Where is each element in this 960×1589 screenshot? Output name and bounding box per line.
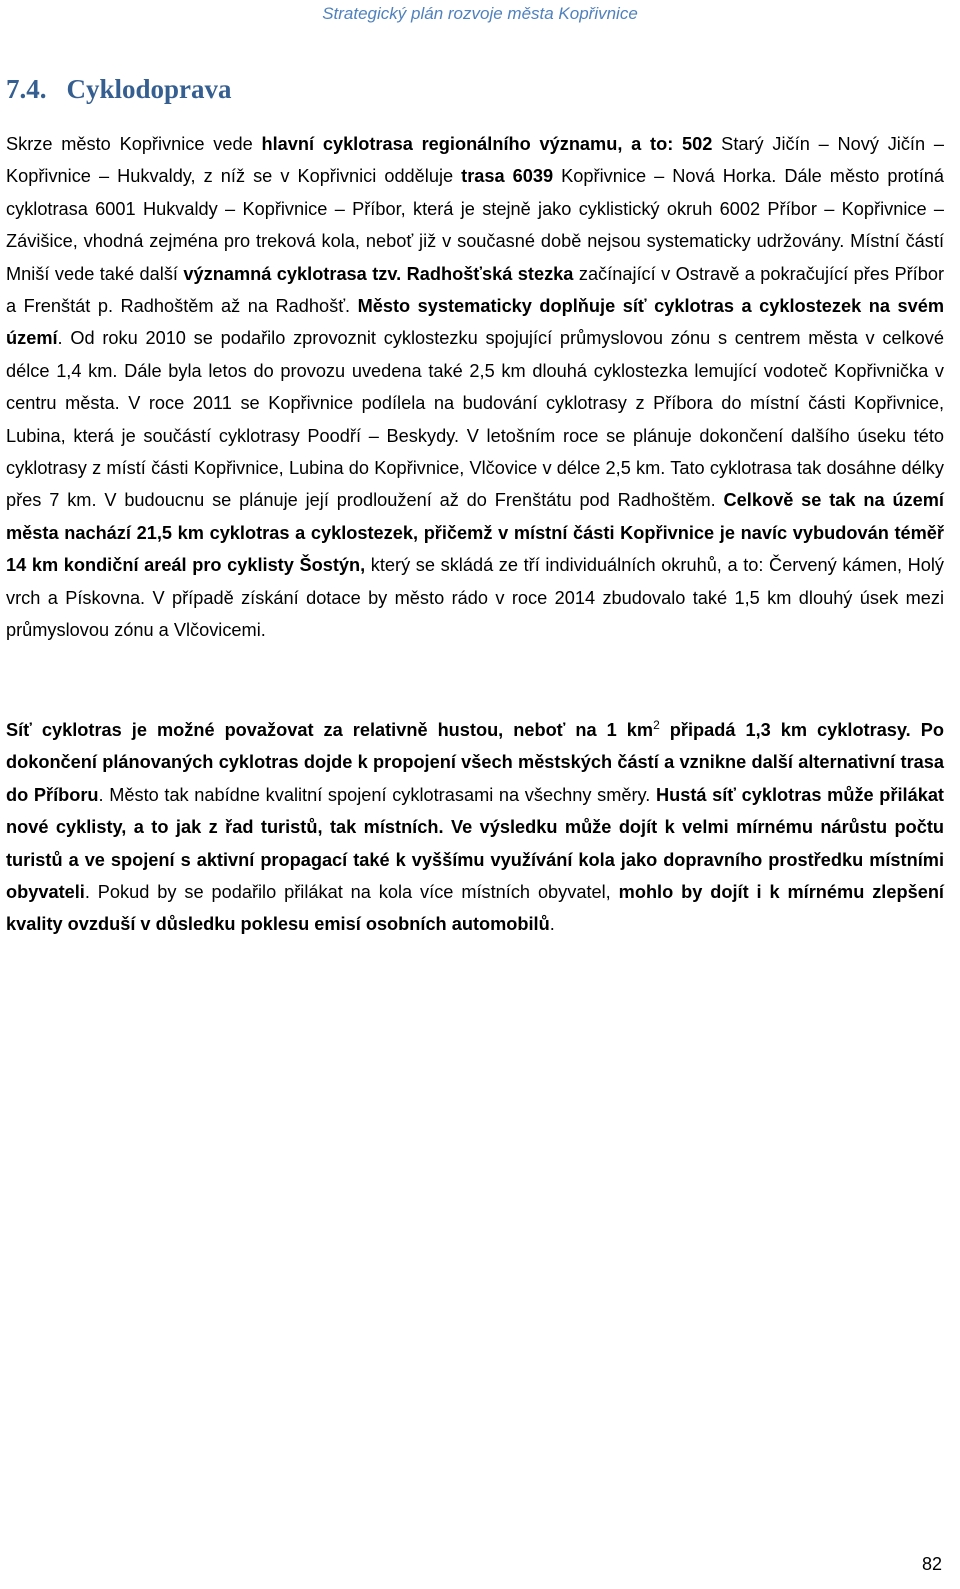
text-run: . Pokud by se podařilo přilákat na kola více místních obyvatel, [84, 882, 619, 903]
running-header: Strategický plán rozvoje města Kopřivnice [322, 4, 638, 23]
bold-run: Celkově se tak na území města nachází 21,5 km cyklotras a cyklostezek, přičemž v místní části Kopřivnice je navíc vybudován téměř 14 km kondiční areál pro cyklisty Šostýn, [6, 490, 944, 576]
paragraph-network-density [6, 714, 944, 941]
bold-run: mohlo by dojít i k mírnému zlepšení kvality ovzduší v důsledku poklesu emisí osobních automobilů [6, 882, 944, 935]
superscript: 2 [653, 717, 660, 732]
bold-run: Síť cyklotras je možné považovat za relativně hustou, neboť na 1 km [6, 720, 654, 740]
bold-run: Hustá síť cyklotras může přilákat nové cyklisty, a to jak z řad turistů, tak místních. Ve výsledku může dojít k velmi mírnému nárůstu počtu turistů a ve spojení s aktivní propagací také k vyššímu využívání kola jako dopravního prostředku místními obyvateli [6, 784, 944, 903]
bold-run: významná cyklotrasa tzv. Radhošťská stezka [183, 263, 574, 284]
section-heading [6, 74, 232, 105]
bold-run: připadá 1,3 km cyklotrasy. Po dokončení plánovaných cyklotras dojde k propojení všech městských částí a vznikne další alternativní trasa do Příboru [6, 720, 944, 805]
text-run: . [549, 914, 555, 935]
text-run: začínající v Ostravě a pokračující přes Příbor a Frenštát p. Radhoštěm až na Radhošť. [6, 263, 945, 317]
text-run: který se skládá ze tří individuálních okruhů, a to: Červený kámen, Holý vrch a Pískovna. V případě získání dotace by město rádo v roce 2014 zbudovalo také 1,5 km dlouhý úsek mezi průmyslovou zónu a Vlčovicemi. [6, 555, 944, 641]
bold-run: hlavní cyklotrasa regionálního významu, a to: 502 [261, 134, 713, 154]
bold-run: trasa 6039 [461, 166, 554, 187]
text-run: . Od roku 2010 se podařilo zprovoznit cyklostezku spojující průmyslovou zónu s centrem města v celkové délce 1,4 km. Dále byla letos do provozu uvedena také 2,5 km dlouhá cyklostezka lemující vodoteč Kopřivnička v centru města. V roce 2011 se Kopřivnice podílela na budování cyklotrasy z Příbora do místní části Kopřivnice, Lubina, která je součástí cyklotrasy Poodří – Beskydy. V letošním roce se plánuje dokončení dalšího úseku této cyklotrasy z místí části Kopřivnice, Lubina do Kopřivnice, Vlčovice v délce 2,5 km. Tato cyklotrasa tak dosáhne délky přes 7 km. V budoucnu se plánuje její prodloužení až do Frenštátu pod Radhoštěm. [6, 328, 944, 511]
text-run: . Město tak nabídne kvalitní spojení cyklotrasami na všechny směry. [98, 784, 656, 805]
bold-run: Město systematicky doplňuje síť cyklotras a cyklostezek na svém území [6, 296, 944, 349]
page-number: 82 [921, 1554, 942, 1574]
text-run: Skrze město Kopřivnice vede [6, 134, 262, 154]
paragraph-cycle-routes [6, 128, 944, 647]
text-run: Kopřivnice – Nová Horka. Dále město protíná cyklotrasa 6001 Hukvaldy – Kopřivnice – Příbor, která je stejně jako cyklistický okruh 6002 Příbor – Kopřivnice – Závišice, vhodná zejména pro treková kola, neboť již v současné době nejsou systematicky udržovány. Místní částí Mniší vede také další [6, 166, 944, 284]
text-run: Starý Jičín – Nový Jičín – Kopřivnice – Hukvaldy, z níž se v Kopřivnici odděluje [6, 134, 944, 187]
section-number: 7.4. [6, 74, 47, 104]
section-title: Cyklodoprava [66, 74, 232, 104]
